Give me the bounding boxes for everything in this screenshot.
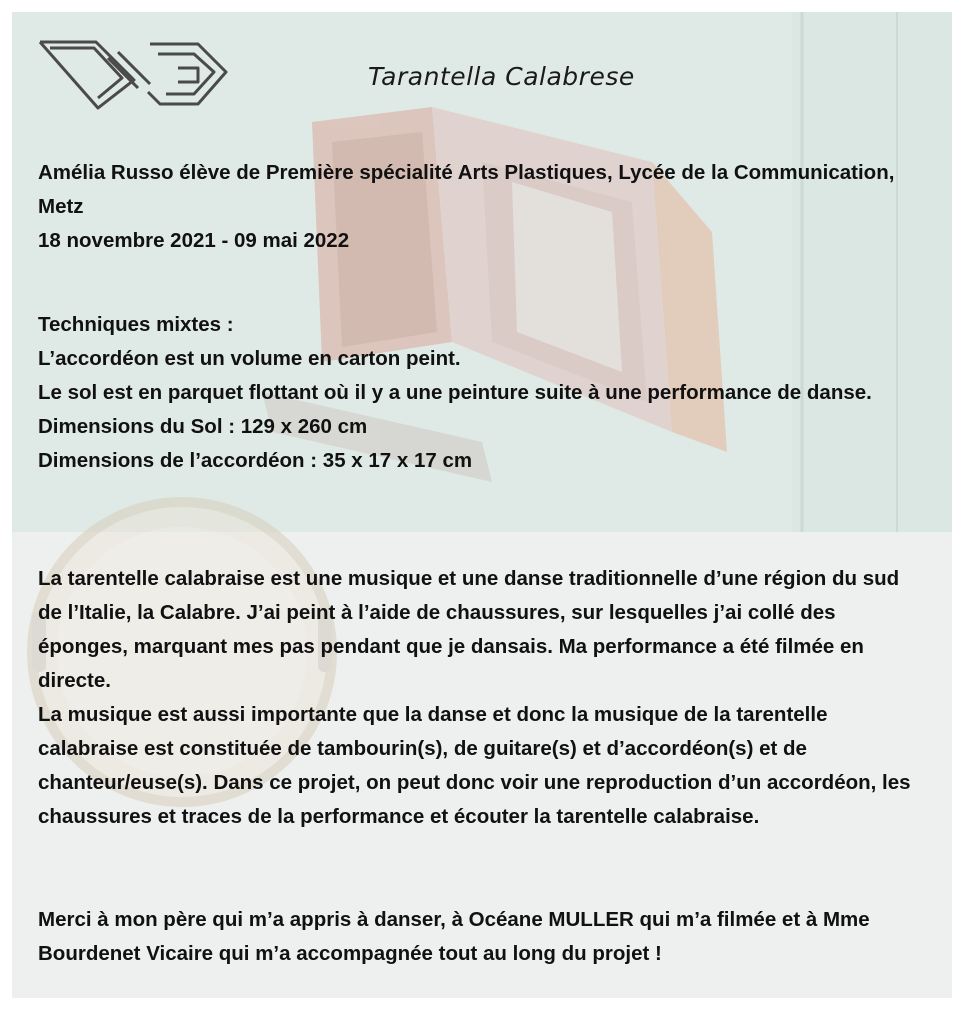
description-paragraph-2: La musique est aussi importante que la danse et donc la musique de la tarentelle calabraise est constituée de tambourin(s), de guitare(s) et d’accordéon(s) et de chanteur/euse(s). Dans ce projet, on peut donc voir une reproduction d’un accordéon, les chaussures et traces de la performance et écouter la tarentelle calabraise.	[38, 703, 911, 828]
thanks-text: Merci à mon père qui m’a appris à danser, à Océane MULLER qui m’a filmée et à Mme Bourdenet Vicaire qui m’a accompagnée tout au long du projet !	[38, 908, 870, 965]
description-paragraph-1: La tarentelle calabraise est une musique et une danse traditionnelle d’une région du sud de l’Italie, la Calabre. J’ai peint à l’aide de chaussures, sur lesquelles j’ai collé des éponges, marquant mes pas pendant que je dansais. Ma performance a été filmée en directe.	[38, 567, 900, 692]
description-block	[38, 562, 928, 834]
floor-description: Le sol est en parquet flottant où il y a une peinture suite à une performance de danse.	[38, 381, 872, 404]
floor-dimensions: Dimensions du Sol : 129 x 260 cm	[38, 415, 368, 438]
techniques-block	[38, 308, 928, 478]
author-line: Amélia Russo élève de Première spécialité Arts Plastiques, Lycée de la Communication, Metz	[38, 161, 895, 218]
techniques-heading: Techniques mixtes :	[38, 313, 234, 336]
page-title: Tarantella Calabrese	[368, 62, 635, 91]
ml-logo	[38, 38, 230, 112]
thanks-block	[38, 903, 928, 971]
ml-logo-icon	[38, 38, 230, 112]
accordion-description: L’accordéon est un volume en carton peint.	[38, 347, 461, 370]
project-dates: 18 novembre 2021 - 09 mai 2022	[38, 229, 350, 252]
accordion-dimensions: Dimensions de l’accordéon : 35 x 17 x 17 cm	[38, 449, 473, 472]
intro-block	[38, 156, 928, 258]
